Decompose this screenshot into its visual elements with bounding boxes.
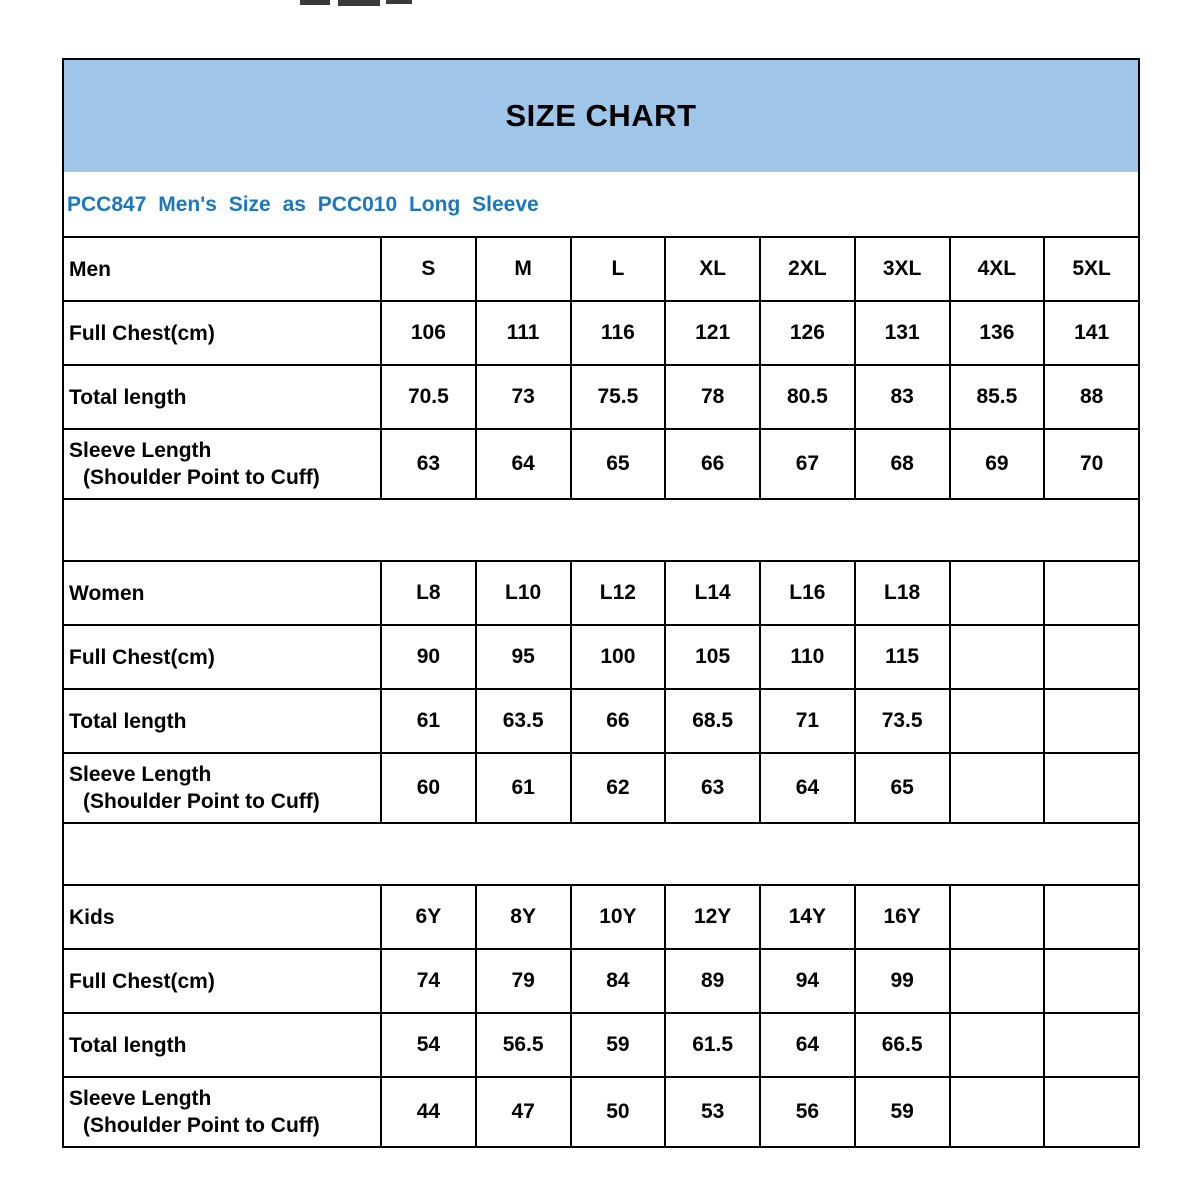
value-cell: 88 — [1044, 365, 1139, 429]
value-cell: 141 — [1044, 301, 1139, 365]
value-cell: 61 — [381, 689, 476, 753]
value-cell: 54 — [381, 1013, 476, 1077]
value-cell: 73 — [476, 365, 571, 429]
value-cell: 95 — [476, 625, 571, 689]
value-cell: 69 — [950, 429, 1045, 499]
value-cell: 64 — [760, 1013, 855, 1077]
row-label — [63, 429, 381, 499]
size-header-cell: XL — [665, 237, 760, 301]
value-cell: 66 — [571, 689, 666, 753]
row-label: Total length — [63, 1013, 381, 1077]
size-header-cell: 14Y — [760, 885, 855, 949]
value-cell: 78 — [665, 365, 760, 429]
value-cell: 121 — [665, 301, 760, 365]
value-cell: 61 — [476, 753, 571, 823]
chart-header-frame — [62, 58, 1140, 236]
value-cell: 90 — [381, 625, 476, 689]
value-cell: 44 — [381, 1077, 476, 1147]
value-cell: 65 — [571, 429, 666, 499]
row-label-line1: Sleeve Length — [69, 439, 212, 462]
value-cell: 62 — [571, 753, 666, 823]
row-label: Total length — [63, 365, 381, 429]
product-code-subtitle: PCC847 Men's Size as PCC010 Long Sleeve — [67, 193, 539, 216]
value-cell — [1044, 753, 1139, 823]
size-header-cell: L8 — [381, 561, 476, 625]
section-label: Women — [63, 561, 381, 625]
table-row — [63, 949, 1139, 1013]
value-cell: 136 — [950, 301, 1045, 365]
size-header-cell — [1044, 561, 1139, 625]
value-cell: 99 — [855, 949, 950, 1013]
value-cell: 66.5 — [855, 1013, 950, 1077]
value-cell: 106 — [381, 301, 476, 365]
value-cell: 63 — [381, 429, 476, 499]
table-row — [63, 365, 1139, 429]
size-header-cell: L14 — [665, 561, 760, 625]
row-label-line1: Sleeve Length — [69, 1087, 212, 1110]
value-cell: 59 — [571, 1013, 666, 1077]
value-cell: 126 — [760, 301, 855, 365]
value-cell: 59 — [855, 1077, 950, 1147]
value-cell: 47 — [476, 1077, 571, 1147]
size-header-cell: L12 — [571, 561, 666, 625]
section-label: Men — [63, 237, 381, 301]
value-cell: 100 — [571, 625, 666, 689]
value-cell — [950, 949, 1045, 1013]
section-header-row — [63, 561, 1139, 625]
table-row — [63, 689, 1139, 753]
value-cell — [950, 1077, 1045, 1147]
value-cell: 66 — [665, 429, 760, 499]
value-cell — [950, 753, 1045, 823]
size-chart — [62, 58, 1140, 1148]
value-cell — [950, 625, 1045, 689]
value-cell: 84 — [571, 949, 666, 1013]
size-header-cell: L — [571, 237, 666, 301]
subtitle-area — [64, 172, 1138, 236]
size-chart-banner — [64, 60, 1138, 172]
value-cell: 131 — [855, 301, 950, 365]
table-row — [63, 1077, 1139, 1147]
row-label-line2: (Shoulder Point to Cuff) — [83, 1114, 320, 1137]
value-cell: 60 — [381, 753, 476, 823]
row-label: Full Chest(cm) — [63, 301, 381, 365]
size-header-cell: 2XL — [760, 237, 855, 301]
section-spacer-row — [63, 823, 1139, 885]
value-cell: 105 — [665, 625, 760, 689]
size-header-cell: 8Y — [476, 885, 571, 949]
value-cell: 53 — [665, 1077, 760, 1147]
value-cell: 50 — [571, 1077, 666, 1147]
row-label: Full Chest(cm) — [63, 949, 381, 1013]
value-cell: 70.5 — [381, 365, 476, 429]
size-header-cell: 10Y — [571, 885, 666, 949]
row-label: Total length — [63, 689, 381, 753]
section-label: Kids — [63, 885, 381, 949]
value-cell: 64 — [476, 429, 571, 499]
size-header-cell: L10 — [476, 561, 571, 625]
table-row — [63, 625, 1139, 689]
row-label: Full Chest(cm) — [63, 625, 381, 689]
value-cell: 68 — [855, 429, 950, 499]
value-cell: 64 — [760, 753, 855, 823]
value-cell: 63 — [665, 753, 760, 823]
row-label-line1: Sleeve Length — [69, 763, 212, 786]
value-cell: 116 — [571, 301, 666, 365]
value-cell — [1044, 689, 1139, 753]
size-header-cell: L18 — [855, 561, 950, 625]
value-cell: 63.5 — [476, 689, 571, 753]
size-header-cell: 4XL — [950, 237, 1045, 301]
table-row — [63, 753, 1139, 823]
size-header-cell: 3XL — [855, 237, 950, 301]
size-header-cell: L16 — [760, 561, 855, 625]
value-cell: 56.5 — [476, 1013, 571, 1077]
table-row — [63, 1013, 1139, 1077]
table-row — [63, 301, 1139, 365]
value-cell: 115 — [855, 625, 950, 689]
row-label-line2: (Shoulder Point to Cuff) — [83, 466, 320, 489]
cropped-artifact — [300, 0, 330, 5]
row-label — [63, 753, 381, 823]
table-row — [63, 429, 1139, 499]
value-cell: 56 — [760, 1077, 855, 1147]
value-cell: 67 — [760, 429, 855, 499]
value-cell: 89 — [665, 949, 760, 1013]
value-cell: 65 — [855, 753, 950, 823]
size-header-cell: 12Y — [665, 885, 760, 949]
section-spacer — [63, 823, 1139, 885]
value-cell — [1044, 949, 1139, 1013]
size-chart-title: SIZE CHART — [505, 98, 697, 133]
section-spacer — [63, 499, 1139, 561]
value-cell — [1044, 1077, 1139, 1147]
value-cell: 85.5 — [950, 365, 1045, 429]
value-cell: 83 — [855, 365, 950, 429]
value-cell: 70 — [1044, 429, 1139, 499]
row-label-line2: (Shoulder Point to Cuff) — [83, 790, 320, 813]
value-cell: 110 — [760, 625, 855, 689]
value-cell: 61.5 — [665, 1013, 760, 1077]
cropped-artifact — [386, 0, 412, 4]
size-header-cell: 5XL — [1044, 237, 1139, 301]
section-spacer-row — [63, 499, 1139, 561]
value-cell: 94 — [760, 949, 855, 1013]
size-header-cell: 6Y — [381, 885, 476, 949]
value-cell: 111 — [476, 301, 571, 365]
value-cell: 71 — [760, 689, 855, 753]
size-header-cell — [1044, 885, 1139, 949]
size-header-cell: 16Y — [855, 885, 950, 949]
value-cell — [950, 689, 1045, 753]
size-header-cell: M — [476, 237, 571, 301]
size-header-cell — [950, 561, 1045, 625]
value-cell: 68.5 — [665, 689, 760, 753]
cropped-artifact — [338, 0, 380, 6]
value-cell — [950, 1013, 1045, 1077]
value-cell: 80.5 — [760, 365, 855, 429]
size-table — [62, 236, 1140, 1148]
value-cell — [1044, 625, 1139, 689]
value-cell: 75.5 — [571, 365, 666, 429]
value-cell: 74 — [381, 949, 476, 1013]
value-cell — [1044, 1013, 1139, 1077]
row-label — [63, 1077, 381, 1147]
size-header-cell: S — [381, 237, 476, 301]
section-header-row — [63, 885, 1139, 949]
section-header-row — [63, 237, 1139, 301]
value-cell: 73.5 — [855, 689, 950, 753]
value-cell: 79 — [476, 949, 571, 1013]
size-header-cell — [950, 885, 1045, 949]
